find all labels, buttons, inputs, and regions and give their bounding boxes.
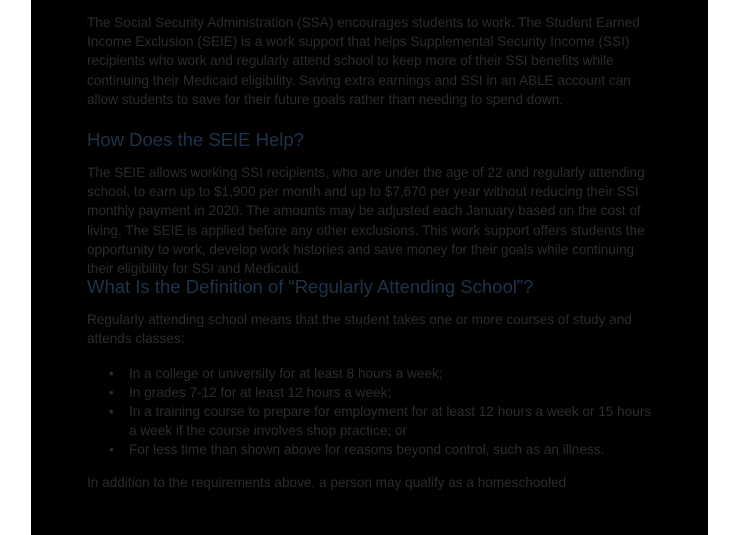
bullet-icon: • [109, 365, 114, 381]
list-item [87, 364, 653, 383]
list-item-text: In grades 7-12 for at least 12 hours a week; [129, 384, 392, 400]
intro-paragraph: The Social Security Administration (SSA) encourages students to work. The Student Earned Income Exclusion (SEIE) is a work support that helps Supplemental Security Income (SSI) recipients who work and regularly attend school to keep more of their SSI benefits while continuing their Medicaid eligibility. Saving extra earnings and SSI in an ABLE account can allow students to save for their future goals rather than needing to spend down. [87, 15, 640, 107]
list-item-text: For less time than shown above for reasons beyond control, such as an illness. [129, 442, 605, 458]
bullet-icon: • [109, 404, 114, 420]
list-item-text: In a college or university for at least 8 hours a week; [129, 365, 443, 381]
heading-regularly-attending-definition: What Is the Definition of “Regularly Attending School”? [87, 276, 534, 298]
list-item [87, 383, 653, 402]
document-content [87, 13, 653, 492]
bullet-icon: • [109, 384, 114, 400]
seie-paragraph: The SEIE allows working SSI recipients, who are under the age of 22 and regularly attending school, to earn up to $1,900 per month and up to $7,670 per year without reducing their SSI monthly payment in 2020. The amounts may be adjusted each January based on the cost of living. The SEIE is applied before any other exclusions. This work support offers students the opportunity to work, develop work histories and save money for their goals while continuing their eligibility for SSI and Medicaid. [87, 165, 645, 277]
criteria-list [87, 364, 653, 460]
list-item [87, 402, 653, 440]
list-item-text: In a training course to prepare for employment for at least 12 hours a week or 15 hours a week if the course involves shop practice; or [129, 404, 652, 439]
list-item [87, 440, 653, 459]
closing-paragraph: In addition to the requirements above, a person may qualify as a homeschooled [87, 474, 567, 490]
heading-how-seie-helps: How Does the SEIE Help? [87, 129, 304, 151]
bullet-icon: • [109, 442, 114, 458]
definition-paragraph: Regularly attending school means that the student takes one or more courses of study and attends classes: [87, 312, 632, 347]
document-page [31, 0, 708, 535]
